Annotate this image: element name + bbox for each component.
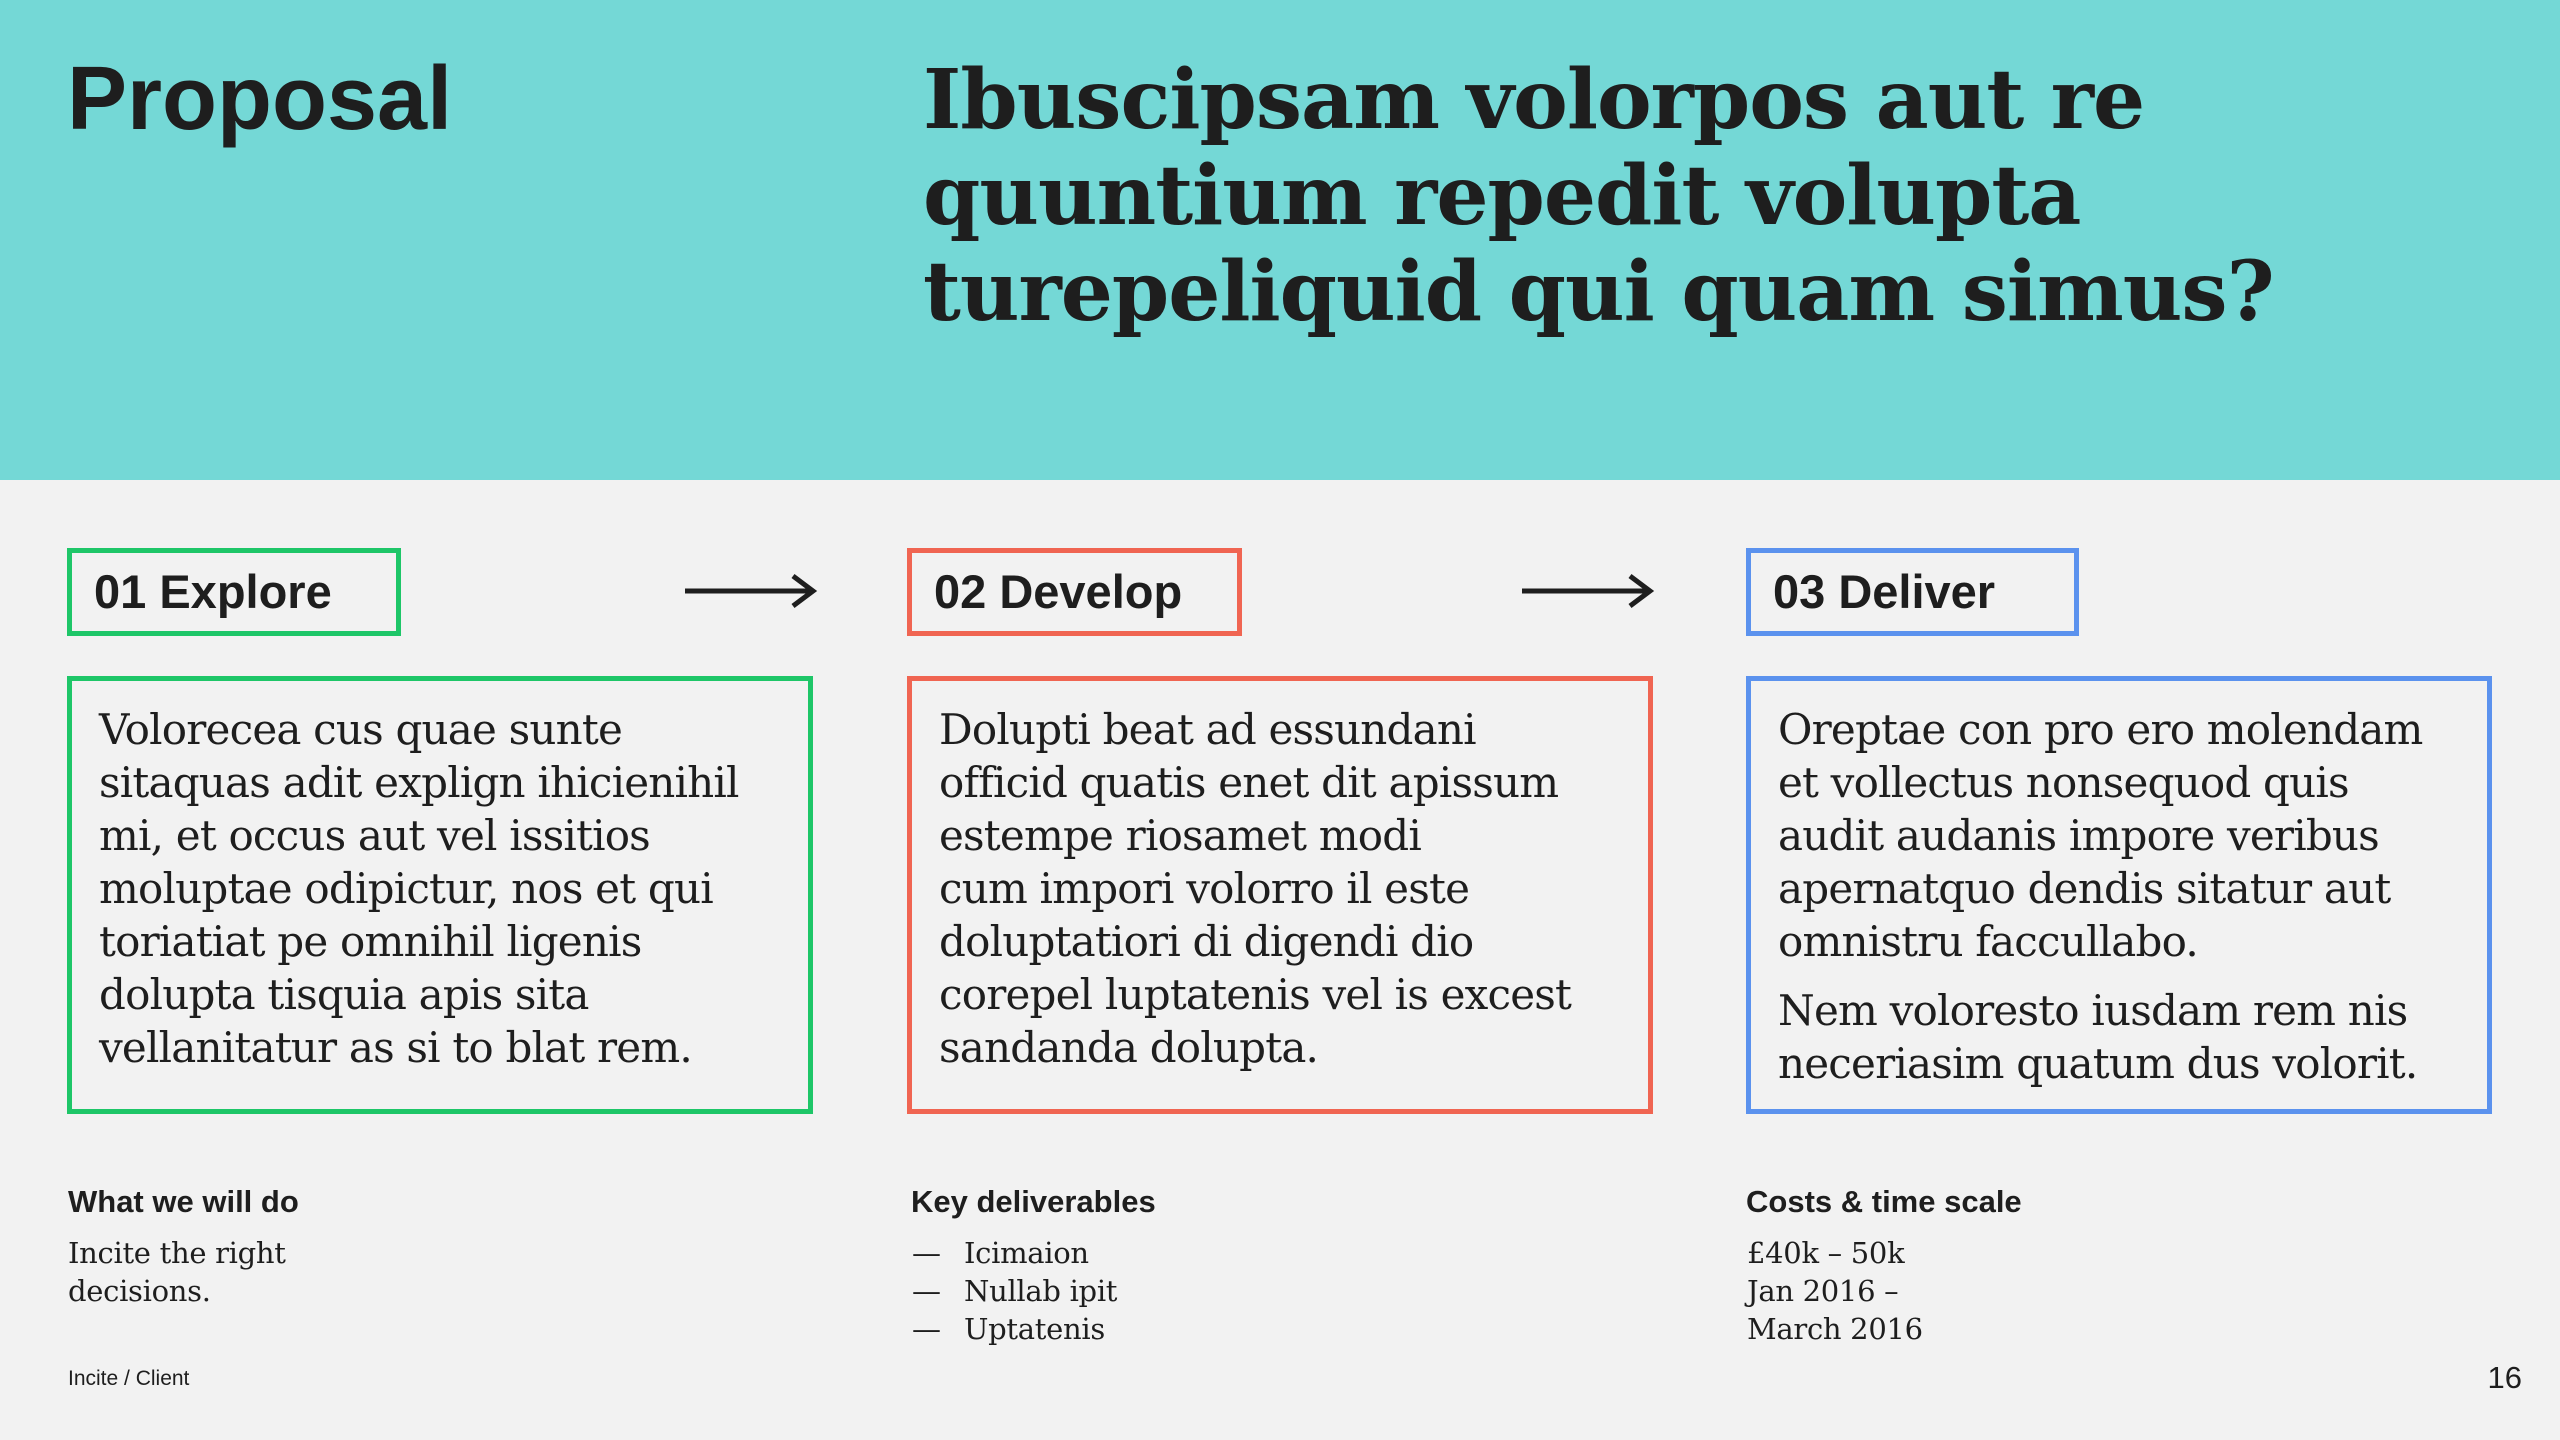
stage-paragraph <box>1778 984 2463 1090</box>
text-line: Nem voloresto iusdam rem nis <box>1778 986 2408 1035</box>
dash-bullet: — <box>912 1312 941 1346</box>
text-line: dolupta tisquia apis sita <box>99 970 589 1019</box>
arrow-right-icon <box>683 571 818 611</box>
text-line: neceriasim quatum dus volorit. <box>1778 1039 2418 1088</box>
key-deliverables-heading: Key deliverables <box>911 1184 1156 1219</box>
page-number: 16 <box>2487 1360 2522 1395</box>
what-we-will-do-heading: What we will do <box>68 1184 299 1219</box>
text-line: corepel luptatenis vel is excest <box>939 970 1572 1019</box>
costs-time-scale-heading: Costs & time scale <box>1746 1184 2022 1219</box>
text-line: sandanda dolupta. <box>939 1023 1319 1072</box>
what-we-will-do-text <box>68 1234 286 1310</box>
key-deliverables-list <box>912 1234 1117 1348</box>
headline-line: quuntium repedit volupta <box>923 148 2081 244</box>
text-line: omnistru faccullabo. <box>1778 917 2198 966</box>
headline-question <box>923 52 2423 340</box>
stage-box-deliver <box>1746 676 2492 1114</box>
text-line: March 2016 <box>1747 1312 1923 1346</box>
text-line: moluptae odipictur, nos et qui <box>99 864 713 913</box>
list-item <box>912 1272 1117 1310</box>
deliverable-label: Nullab ipit <box>964 1274 1118 1308</box>
dash-bullet: — <box>912 1274 941 1308</box>
text-line: estempe riosamet modi <box>939 811 1421 860</box>
text-line: audit audanis impore veribus <box>1778 811 2379 860</box>
stage-label-explore: 01 Explore <box>67 548 401 636</box>
text-line: Jan 2016 – <box>1747 1274 1899 1308</box>
text-line: £40k – 50k <box>1747 1236 1905 1270</box>
stage-paragraph <box>99 703 784 1074</box>
text-line: cum impori volorro il este <box>939 864 1470 913</box>
text-line: officid quatis enet dit apissum <box>939 758 1559 807</box>
deliverable-label: Uptatenis <box>964 1312 1105 1346</box>
text-line: apernatquo dendis sitatur aut <box>1778 864 2391 913</box>
text-line: Dolupti beat ad essundani <box>939 705 1476 754</box>
text-line: sitaquas adit explign ihicienihil <box>99 758 739 807</box>
headline-line: turepeliquid qui quam simus? <box>923 244 2274 340</box>
stage-paragraph <box>939 703 1624 1074</box>
text-line: vellanitatur as si to blat rem. <box>99 1023 692 1072</box>
footer-client-label: Incite / Client <box>68 1367 190 1390</box>
page-title: Proposal <box>67 49 453 149</box>
text-line: et vollectus nonsequod quis <box>1778 758 2349 807</box>
costs-time-scale-text <box>1747 1234 1923 1348</box>
text-line: toriatiat pe omnihil ligenis <box>99 917 642 966</box>
stage-box-develop <box>907 676 1653 1114</box>
text-line: Volorecea cus quae sunte <box>99 705 623 754</box>
text-line: mi, et occus aut vel issitios <box>99 811 650 860</box>
deliverable-label: Icimaion <box>964 1236 1089 1270</box>
headline-line: Ibuscipsam volorpos aut re <box>923 52 2145 148</box>
dash-bullet: — <box>912 1236 941 1270</box>
list-item <box>912 1310 1117 1348</box>
text-line: Oreptae con pro ero molendam <box>1778 705 2423 754</box>
stage-box-explore <box>67 676 813 1114</box>
arrow-right-icon <box>1520 571 1655 611</box>
stage-label-develop: 02 Develop <box>907 548 1242 636</box>
stage-paragraph <box>1778 703 2463 968</box>
text-line: decisions. <box>68 1274 211 1308</box>
text-line: doluptatiori di digendi dio <box>939 917 1474 966</box>
text-line: Incite the right <box>68 1236 286 1270</box>
stage-label-deliver: 03 Deliver <box>1746 548 2079 636</box>
list-item <box>912 1234 1117 1272</box>
